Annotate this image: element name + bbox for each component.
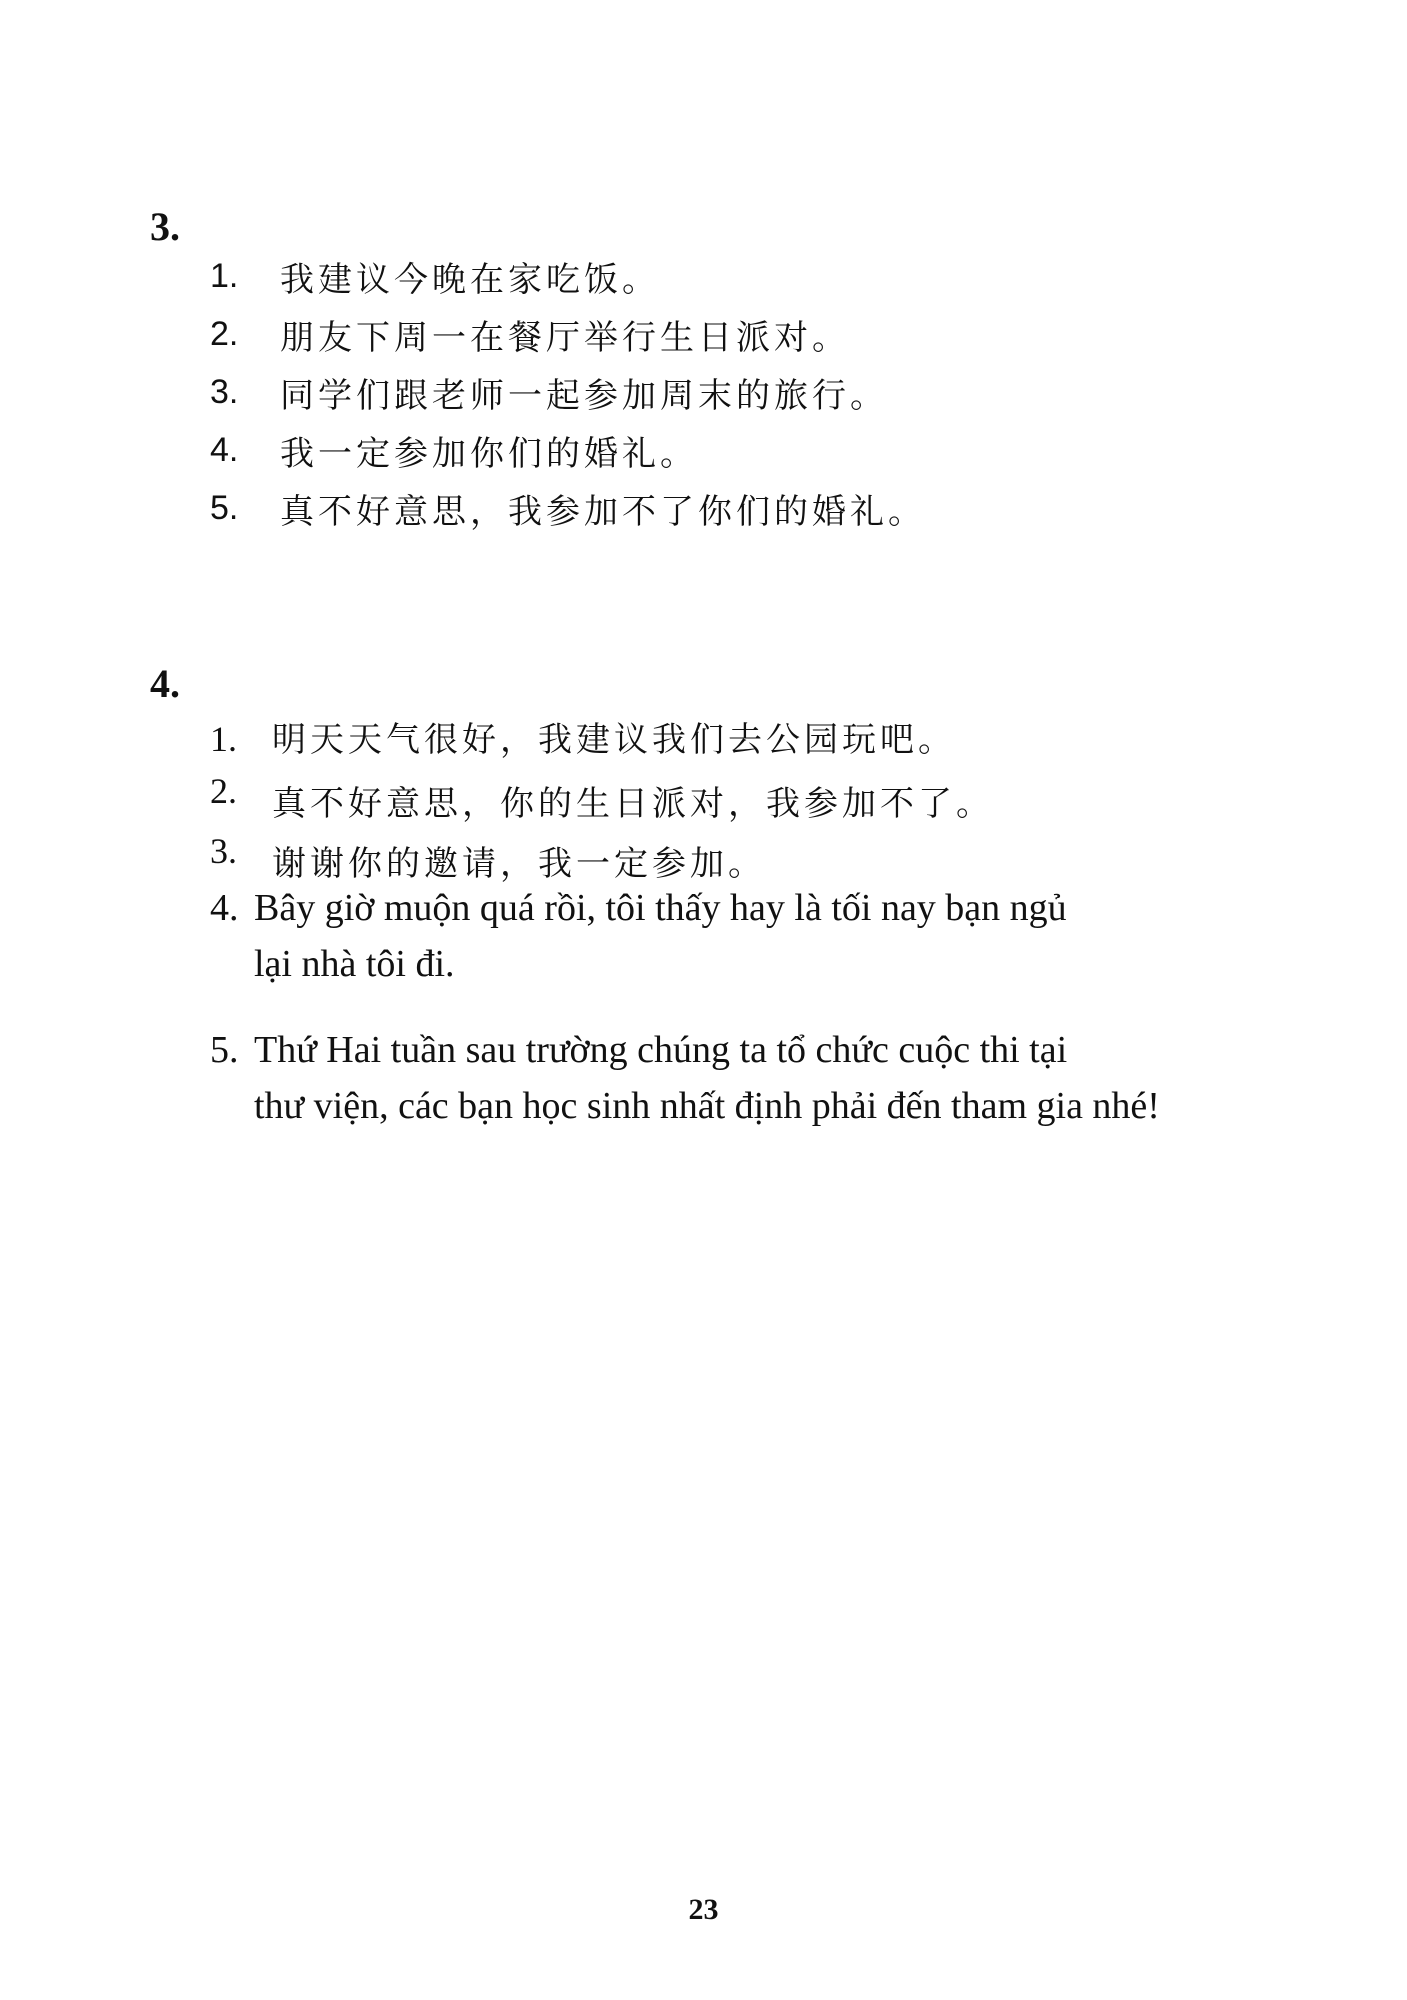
item-text: 谢谢你的邀请，我一定参加。 <box>272 844 766 884</box>
item-text-line1: Thứ Hai tuần sau trường chúng ta tổ chức cuộc thi tại <box>254 1029 1068 1071</box>
list-item <box>210 1022 1330 1134</box>
page-number: 23 <box>688 1893 719 1926</box>
list-item <box>210 712 956 761</box>
section-number: 4. <box>150 661 180 706</box>
item-text: 真不好意思，你的生日派对，我参加不了。 <box>272 784 994 824</box>
list-item <box>210 310 850 362</box>
item-text: 明天天气很好，我建议我们去公园玩吧。 <box>272 720 956 760</box>
item-number: 5. <box>210 489 239 527</box>
item-text-line1: Bây giờ muộn quá rồi, tôi thấy hay là tối nay bạn ngủ <box>254 887 1067 929</box>
item-number: 1. <box>210 257 239 295</box>
item-text: 真不好意思，我参加不了你们的婚礼。 <box>280 492 926 532</box>
list-item <box>210 831 766 885</box>
item-number: 4. <box>210 431 239 469</box>
list-item <box>210 426 698 478</box>
item-number: 3. <box>210 373 239 411</box>
list-item <box>210 484 926 536</box>
list-item <box>210 368 888 420</box>
section-number: 3. <box>150 204 180 249</box>
item-number: 5. <box>210 1029 239 1071</box>
item-number: 4. <box>210 887 239 929</box>
list-item <box>210 252 660 304</box>
item-number: 1. <box>210 719 237 759</box>
item-number: 2. <box>210 771 237 811</box>
list-item <box>210 771 994 825</box>
item-text: 我建议今晚在家吃饭。 <box>280 260 660 300</box>
item-text: 我一定参加你们的婚礼。 <box>280 434 698 474</box>
item-text: 同学们跟老师一起参加周末的旅行。 <box>280 376 888 416</box>
item-number: 3. <box>210 831 237 871</box>
list-item <box>210 880 1330 992</box>
item-text: 朋友下周一在餐厅举行生日派对。 <box>280 318 850 358</box>
item-text-line2: lại nhà tôi đi. <box>254 943 455 985</box>
item-number: 2. <box>210 315 239 353</box>
item-text-line2: thư viện, các bạn học sinh nhất định phải đến tham gia nhé! <box>254 1085 1160 1127</box>
